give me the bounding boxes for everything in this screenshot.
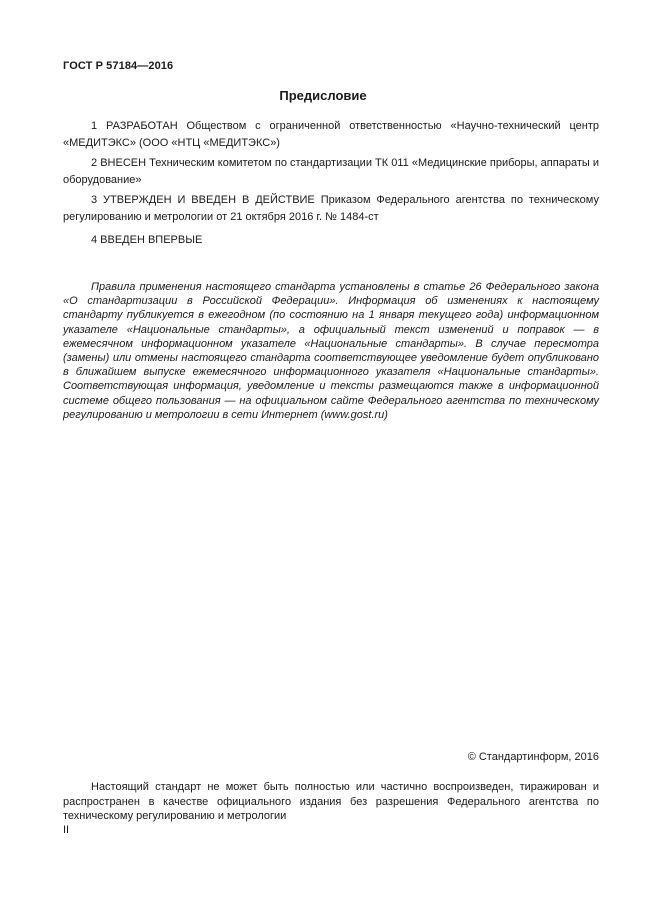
page-number: II	[63, 824, 70, 836]
copyright-line: © Стандартинформ, 2016	[467, 751, 599, 763]
standard-code: ГОСТ Р 57184—2016	[63, 60, 174, 72]
foreword-item-1: 1 РАЗРАБОТАН Обществом с ограниченной ответственностью «Научно-технический центр «МЕДИТЭКС» (ООО «НТЦ «МЕДИТЭКС»)	[63, 120, 599, 149]
reproduction-notice: Настоящий стандарт не может быть полностью или частично воспроизведен, тиражирован и распространен в качестве официального издания без разрешения Федерального агентства по техническому регулированию и метрологии	[63, 781, 599, 822]
foreword-item-3: 3 УТВЕРЖДЕН И ВВЕДЕН В ДЕЙСТВИЕ Приказом Федерального агентства по техническому регулированию и метрологии от 21 октября 2016 г. № 1484-ст	[63, 194, 599, 223]
page-title: Предисловие	[279, 88, 367, 103]
foreword-item-2: 2 ВНЕСЕН Техническим комитетом по стандартизации ТК 011 «Медицинские приборы, аппараты и оборудование»	[63, 157, 599, 186]
application-rules-notice: Правила применения настоящего стандарта установлены в статье 26 Федерального закона «О стандартизации в Российской Федерации». Информация об изменениях к настоящему стандарту публикуется в ежегодном (по состоянию на 1 января текущего года) информационном указателе «Национальные стандарты», а официальный текст изменений и поправок — в ежемесячном информационном указателе «Национальные стандарты». В случае пересмотра (замены) или отмены настоящего стандарта соответствующее уведомление будет опубликовано в ближайшем выпуске ежемесячного информационного указателя «Национальные стандарты». Соответствующая информация, уведомление и тексты размещаются также в информационной системе общего пользования — на официальном сайте Федерального агентства по техническому регулированию и метрологии в сети Интернет (www.gost.ru)	[63, 281, 599, 421]
foreword-item-4: 4 ВВЕДЕН ВПЕРВЫЕ	[91, 234, 203, 246]
